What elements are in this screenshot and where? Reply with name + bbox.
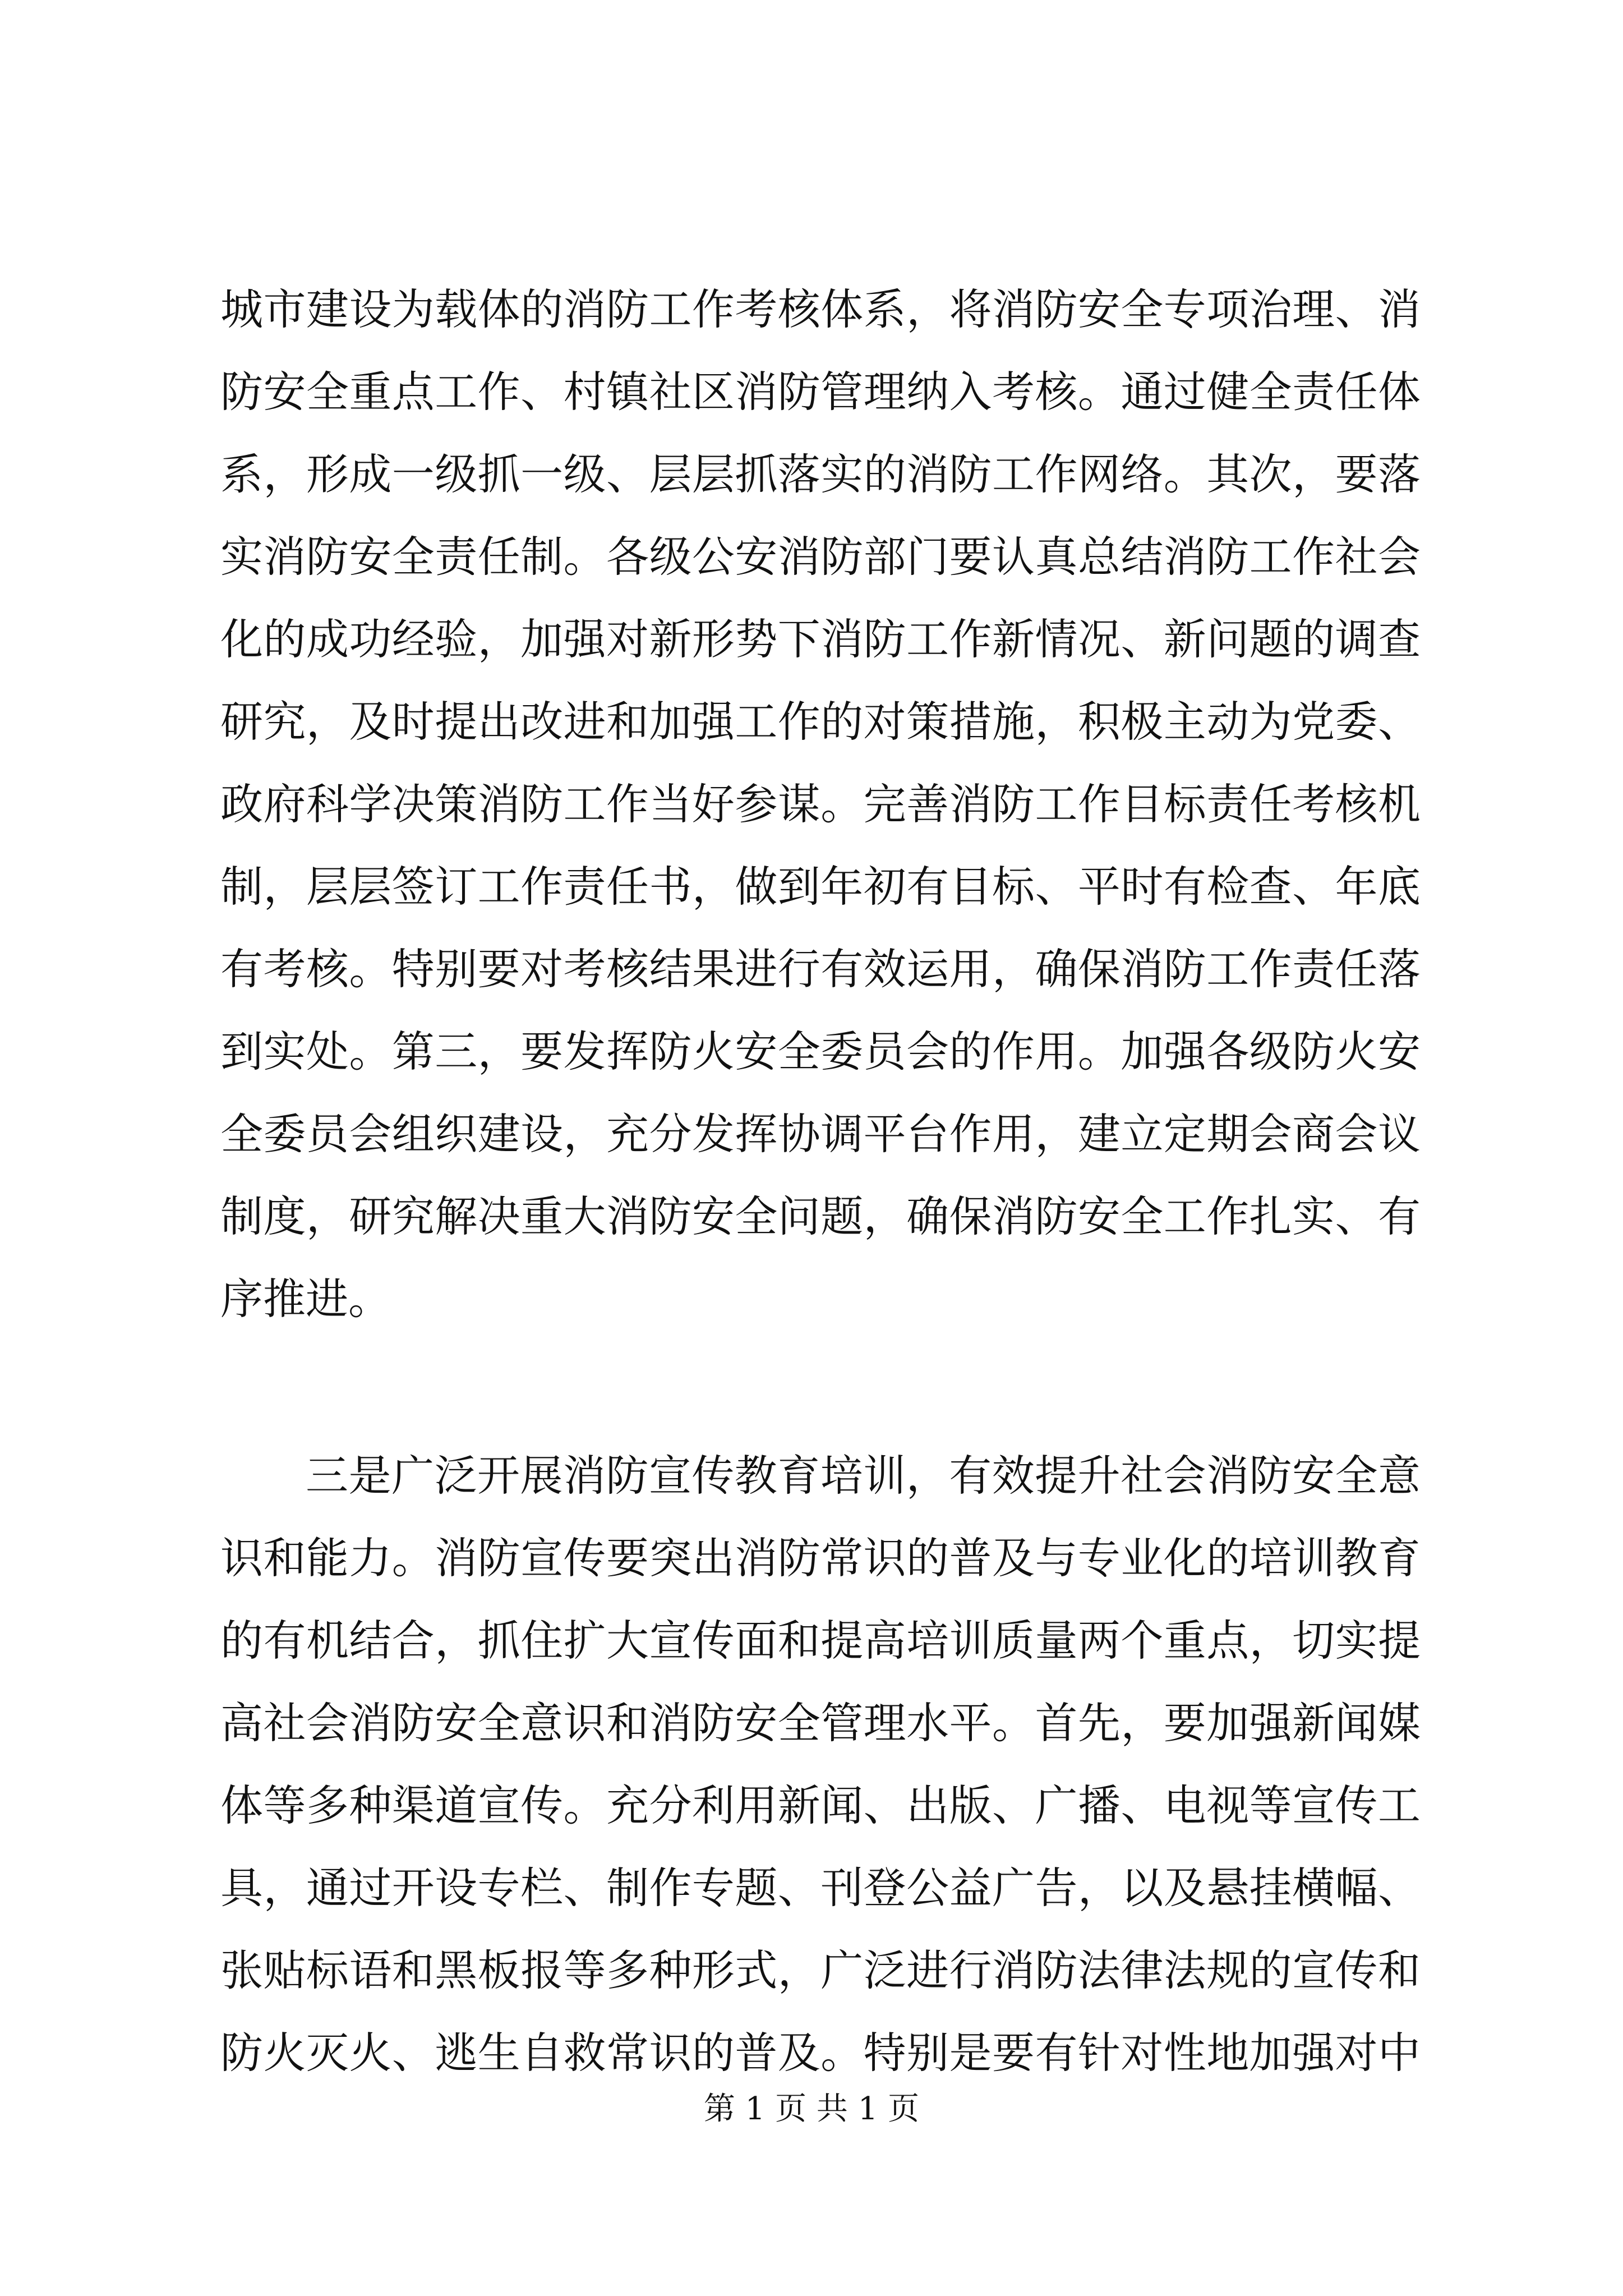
text-line: 政府科学决策消防工作当好参谋。完善消防工作目标责任考核机 — [220, 779, 1421, 829]
text-line: 防火灭火、逃生自救常识的普及。特别是要有针对性地加强对中 — [220, 2028, 1421, 2078]
text-line: 识和能力。消防宣传要突出消防常识的普及与专业化的培训教育 — [220, 1533, 1421, 1583]
text-line: 三是广泛开展消防宣传教育培训，有效提升社会消防安全意 — [306, 1451, 1421, 1501]
text-line: 张贴标语和黑板报等多种形式，广泛进行消防法律法规的宣传和 — [220, 1945, 1421, 1995]
text-line: 具，通过开设专栏、制作专题、刊登公益广告，以及悬挂横幅、 — [220, 1863, 1421, 1913]
text-line: 城市建设为载体的消防工作考核体系，将消防安全专项治理、消 — [220, 284, 1421, 334]
text-line: 系，形成一级抓一级、层层抓落实的消防工作网络。其次，要落 — [220, 449, 1421, 499]
paragraph-gap — [220, 1340, 1421, 1434]
page-footer: 第 1 页 共 1 页 — [703, 2091, 920, 2127]
text-line: 体等多种渠道宣传。充分利用新闻、出版、广播、电视等宣传工 — [220, 1780, 1421, 1830]
paragraph-2 — [220, 1434, 1421, 2094]
text-line: 序推进。 — [220, 1274, 391, 1324]
text-line: 化的成功经验，加强对新形势下消防工作新情况、新问题的调查 — [220, 614, 1421, 664]
text-line: 全委员会组织建设，充分发挥协调平台作用，建立定期会商会议 — [220, 1109, 1421, 1159]
text-line: 高社会消防安全意识和消防安全管理水平。首先，要加强新闻媒 — [220, 1698, 1421, 1748]
text-line: 研究，及时提出改进和加强工作的对策措施，积极主动为党委、 — [220, 697, 1421, 747]
document-body — [220, 268, 1421, 2094]
text-line: 防安全重点工作、村镇社区消防管理纳入考核。通过健全责任体 — [220, 367, 1421, 417]
text-line: 到实处。第三，要发挥防火安全委员会的作用。加强各级防火安 — [220, 1027, 1421, 1076]
text-line: 制，层层签订工作责任书，做到年初有目标、平时有检查、年底 — [220, 862, 1421, 912]
text-line: 制度，研究解决重大消防安全问题，确保消防安全工作扎实、有 — [220, 1191, 1421, 1241]
paragraph-1 — [220, 268, 1421, 1340]
text-line: 有考核。特别要对考核结果进行有效运用，确保消防工作责任落 — [220, 944, 1421, 994]
text-line: 实消防安全责任制。各级公安消防部门要认真总结消防工作社会 — [220, 532, 1421, 582]
text-line: 的有机结合，抓住扩大宣传面和提高培训质量两个重点，切实提 — [220, 1616, 1421, 1665]
